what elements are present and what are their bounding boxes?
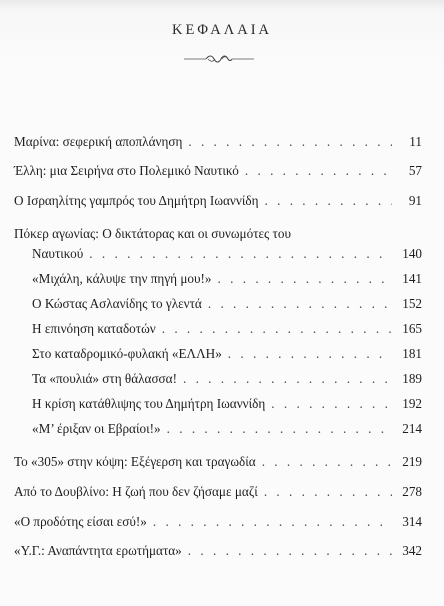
dot-leader (167, 421, 392, 437)
toc-entry-title: Τα «πουλιά» στη θάλασσα! (32, 371, 177, 386)
toc-subentry[interactable] (32, 346, 422, 366)
toc-subentry[interactable] (32, 421, 422, 441)
toc-subentry[interactable] (32, 371, 422, 391)
toc-entry-title: Το «305» στην κόψη: Εξέγερση και τραγωδία (14, 454, 256, 469)
dot-leader (208, 296, 392, 312)
toc-entry-page: 57 (408, 163, 422, 178)
toc-entry[interactable] (14, 543, 422, 563)
toc-entry-page: 152 (402, 296, 422, 311)
toc-entry-page: 278 (402, 484, 422, 499)
toc-entry-page: 165 (402, 321, 422, 336)
toc-entry-title: «Ο προδότης είσαι εσύ!» (14, 514, 147, 529)
toc-entry[interactable] (14, 514, 422, 534)
toc-subentry[interactable] (32, 271, 422, 291)
toc-entry-title: «Μ’ έριξαν οι Εβραίοι!» (32, 421, 161, 436)
dot-leader (188, 543, 392, 559)
toc-entry-page: 91 (408, 193, 422, 208)
toc-entry[interactable] (14, 454, 422, 474)
toc-entry-title: Έλλη: μια Σειρήνα στο Πολεμικό Ναυτικό (14, 163, 239, 178)
page-title: ΚΕΦΑΛΑΙΑ (172, 22, 272, 38)
toc-entry[interactable] (14, 134, 422, 154)
toc-subentry[interactable] (32, 296, 422, 316)
toc-entry-title: Μαρίνα: σεφερική αποπλάνηση (14, 134, 183, 149)
toc-entry-page: 189 (402, 371, 422, 386)
toc-entry-title: Η κρίση κατάθλιψης του Δημήτρη Ιωαννίδη (32, 396, 266, 411)
toc-entry-page: 342 (402, 543, 422, 558)
toc-entry-page: 192 (402, 396, 422, 411)
flourish-divider-icon (184, 53, 254, 65)
toc-entry-title: Στο καταδρομικό-φυλακή «ΕΛΛΗ» (32, 346, 222, 361)
toc-entry-page: 140 (402, 246, 422, 261)
dot-leader (188, 134, 392, 150)
toc-entry-title: Η επινόηση καταδοτών (32, 321, 156, 336)
dot-leader (262, 454, 392, 470)
toc-entry-title: Ο Ισραηλίτης γαμπρός του Δημήτρη Ιωαννίδη (14, 193, 259, 208)
toc-entry-page: 219 (402, 454, 422, 469)
toc-entry-title-line2: Ναυτικού (32, 246, 84, 261)
toc-entry-title-line1[interactable]: Πόκερ αγωνίας: Ο δικτάτορας και οι συνωμότες του (14, 226, 291, 241)
dot-leader (183, 371, 392, 387)
dot-leader (271, 396, 392, 412)
toc-entry-title: Από το Δουβλίνο: Η ζωή που δεν ζήσαμε μαζί (14, 484, 258, 499)
dot-leader (218, 271, 392, 287)
toc-entry[interactable] (14, 193, 422, 213)
dot-leader (228, 346, 392, 362)
dot-leader (89, 246, 392, 262)
dot-leader (265, 193, 393, 209)
toc-entry-title: «Μιχάλη, κάλυψε την πηγή μου!» (32, 271, 212, 286)
dot-leader (245, 163, 392, 179)
toc-entry-page: 314 (402, 514, 422, 529)
toc-entry-page: 214 (402, 421, 422, 436)
toc-entry[interactable] (14, 163, 422, 183)
toc-entry[interactable] (14, 484, 422, 504)
dot-leader (162, 321, 392, 337)
toc-entry-page: 11 (409, 134, 422, 149)
toc-entry-title: «Υ.Γ.: Αναπάντητα ερωτήματα» (14, 543, 182, 558)
toc-entry-page: 181 (402, 346, 422, 361)
toc-entry-page: 141 (402, 271, 422, 286)
toc-subentry[interactable] (32, 396, 422, 416)
toc-entry[interactable] (32, 246, 422, 266)
toc-subentry[interactable] (32, 321, 422, 341)
dot-leader (264, 484, 392, 500)
dot-leader (153, 514, 392, 530)
toc-entry-title: Ο Κώστας Ασλανίδης το γλεντά (32, 296, 202, 311)
